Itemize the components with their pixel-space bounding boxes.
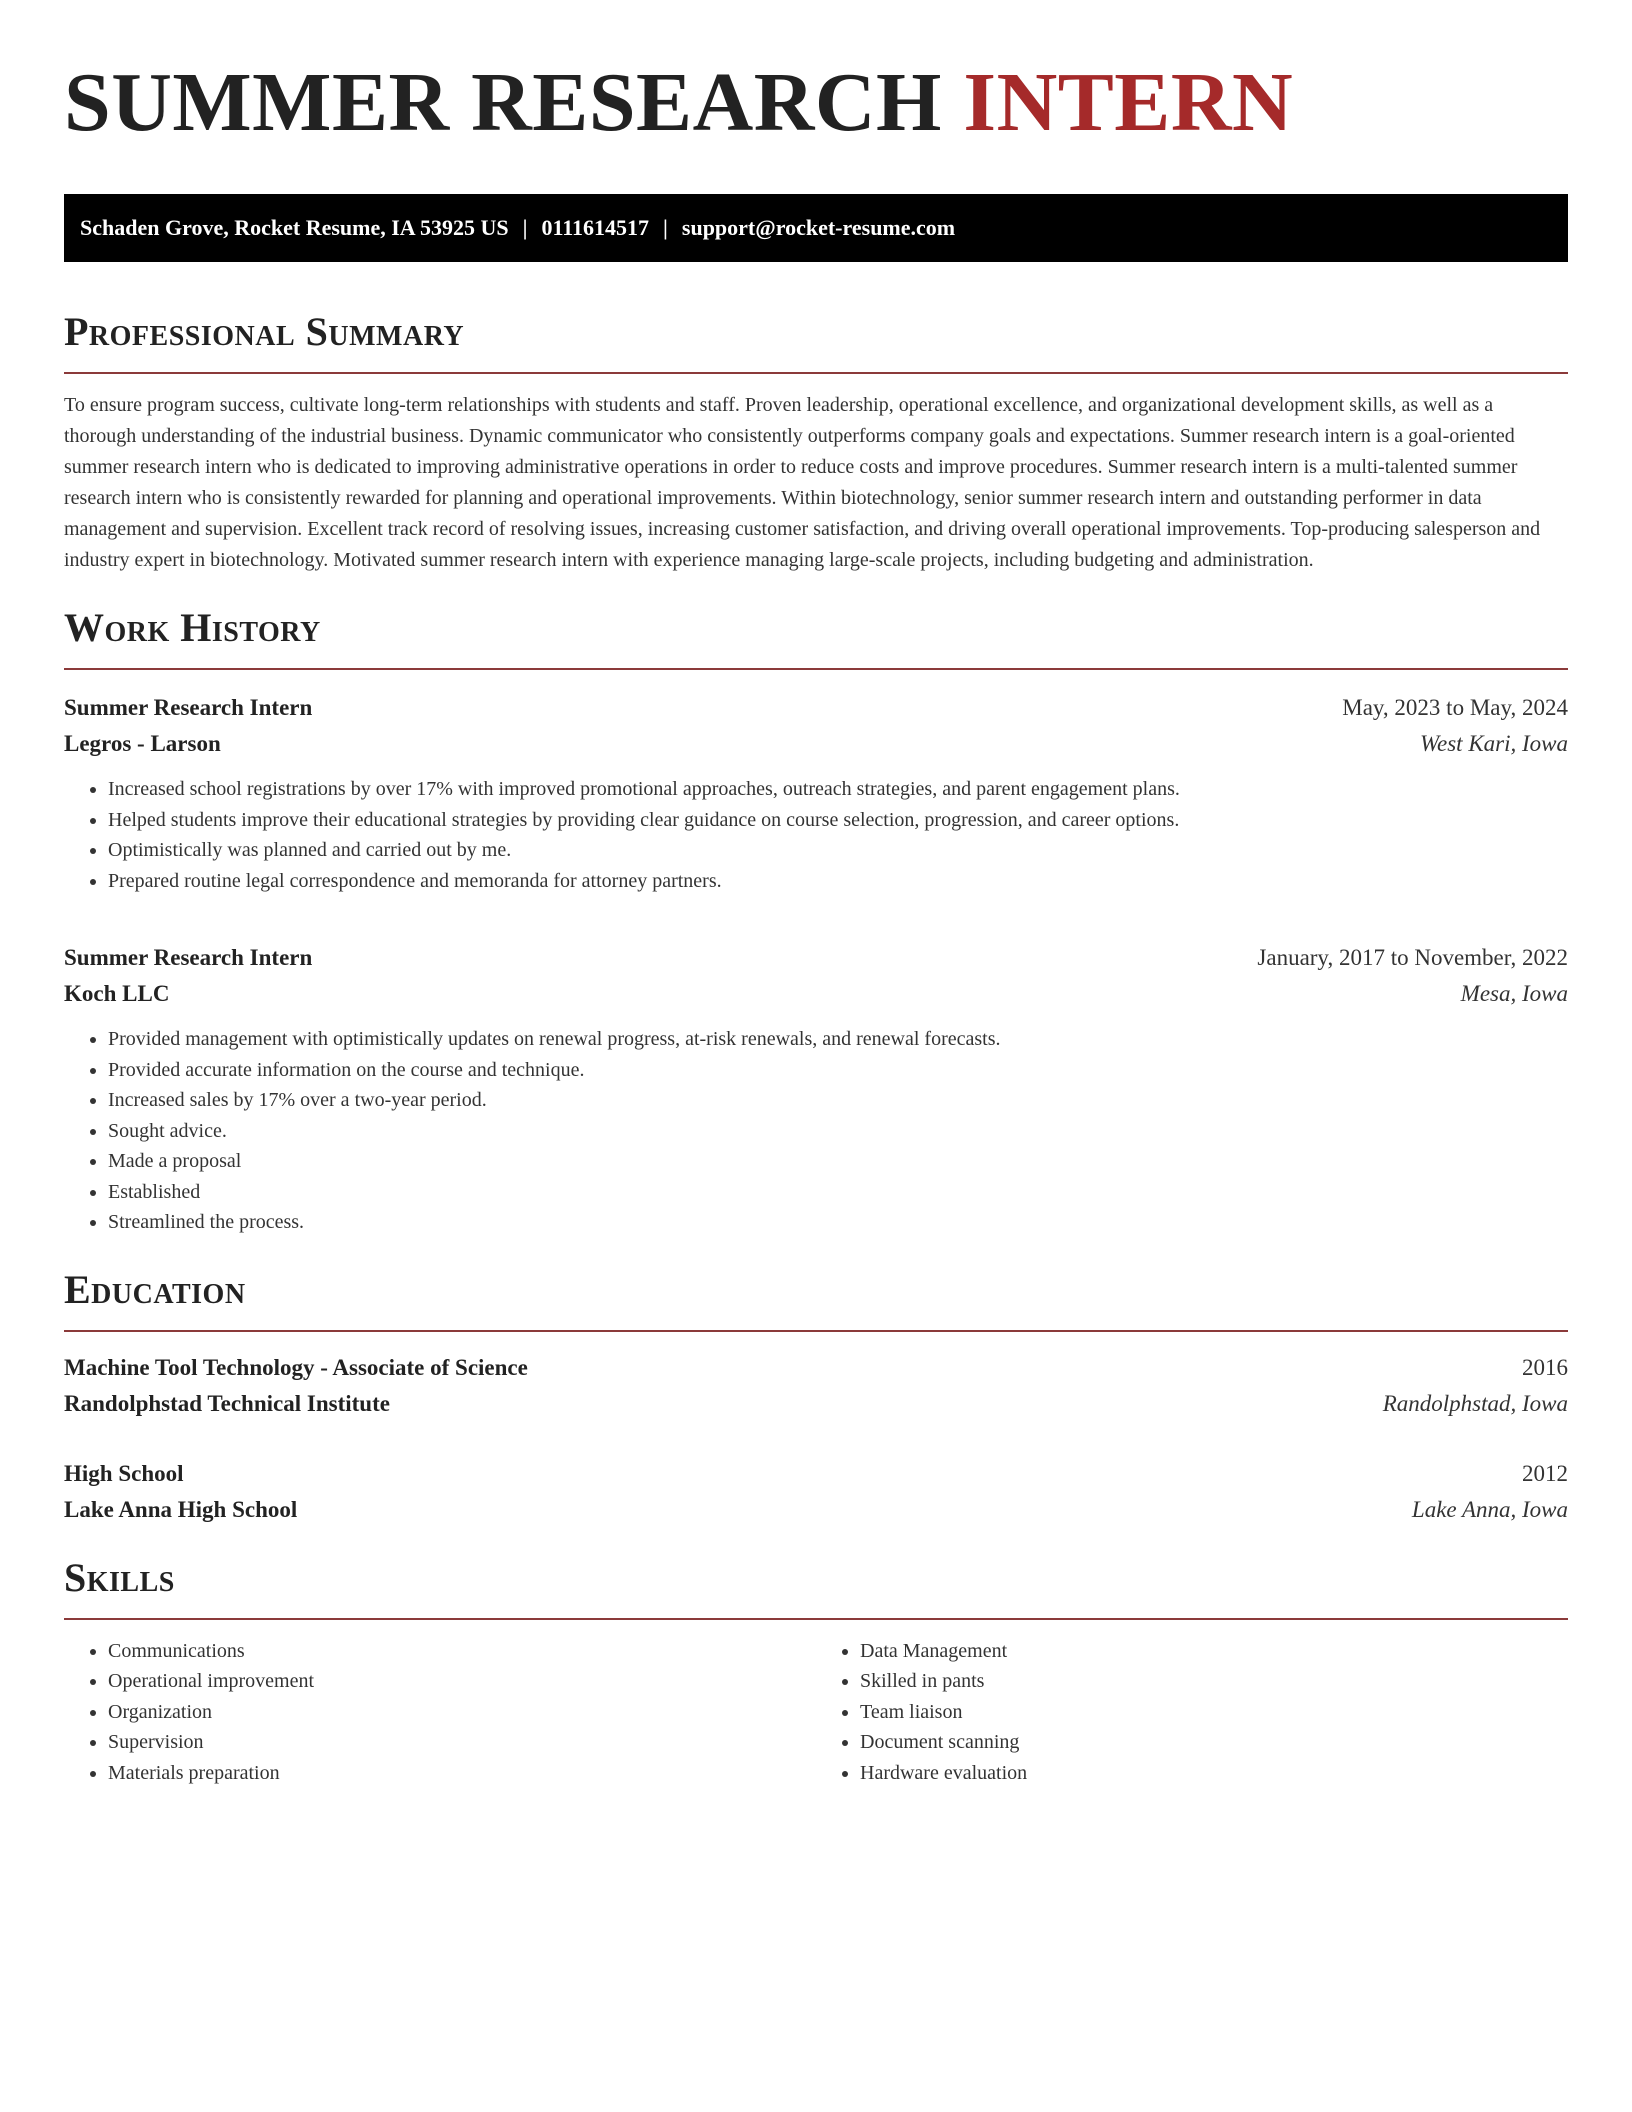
job-header-row <box>64 940 1568 976</box>
education-school-row <box>64 1386 1568 1422</box>
contact-email: support@rocket-resume.com <box>681 215 956 240</box>
job-company: Koch LLC <box>64 981 170 1006</box>
job-bullet: • Sought advice. <box>108 1116 1568 1147</box>
education-entry <box>64 1456 1568 1528</box>
section-divider <box>64 372 1568 374</box>
job-position: Summer Research Intern <box>64 945 313 970</box>
education-school-row <box>64 1492 1568 1528</box>
job-location: Mesa, Iowa <box>1460 981 1568 1006</box>
job-header-row <box>64 690 1568 726</box>
name-part-2-accent: INTERN <box>963 56 1294 149</box>
skills-grid <box>64 1636 1568 1789</box>
job-company-row <box>64 726 1568 762</box>
job-bullet: • Optimistically was planned and carried out by me. <box>108 835 1568 866</box>
section-title-education: Education <box>64 1266 246 1312</box>
skill-item: • Materials preparation <box>108 1758 816 1789</box>
contact-separator: | <box>522 215 528 240</box>
education-year: 2012 <box>1522 1460 1568 1486</box>
job-bullets <box>64 1024 1568 1238</box>
skill-item: • Communications <box>108 1636 816 1667</box>
education-school: Randolphstad Technical Institute <box>64 1390 390 1416</box>
job-bullets <box>64 774 1568 896</box>
education-location: Lake Anna, Iowa <box>1411 1496 1568 1522</box>
education-school: Lake Anna High School <box>64 1496 298 1522</box>
education-year: 2016 <box>1522 1354 1568 1380</box>
summary-text: To ensure program success, cultivate long-term relationships with students and staff. Proven leadership, operational excellence, and organizational development skills, as well as a thorough understanding of the industrial business. Dynamic communicator who consistently outperforms company goals and expectations. Summer research intern is a goal-oriented summer research intern who is dedicated to improving administrative operations in order to reduce costs and improve procedures. Summer research intern is a multi-talented summer research intern who is consistently rewarded for planning and operational improvements. Within biotechnology, senior summer research intern and outstanding performer in data management and supervision. Excellent track record of resolving issues, increasing customer satisfaction, and driving overall operational improvements. Top-producing salesperson and industry expert in biotechnology. Motivated summer research intern with experience managing large-scale projects, including budgeting and administration. <box>64 394 1541 571</box>
job-bullet: • Made a proposal <box>108 1146 1568 1177</box>
skill-item: • Organization <box>108 1697 816 1728</box>
section-title-skills: Skills <box>64 1554 175 1600</box>
job-bullet: • Provided accurate information on the course and technique. <box>108 1055 1568 1086</box>
section-divider <box>64 668 1568 670</box>
job-dates: May, 2023 to May, 2024 <box>1342 695 1568 720</box>
skills-list-left <box>64 1636 816 1789</box>
job-bullet: • Increased sales by 17% over a two-year period. <box>108 1085 1568 1116</box>
skill-item: • Team liaison <box>860 1697 1568 1728</box>
skill-item: • Hardware evaluation <box>860 1758 1568 1789</box>
job-location: West Kari, Iowa <box>1419 731 1568 756</box>
job-bullet: • Prepared routine legal correspondence and memoranda for attorney partners. <box>108 866 1568 897</box>
section-title-summary: Professional Summary <box>64 309 465 354</box>
skills-list-right <box>816 1636 1568 1789</box>
contact-bar <box>64 194 1568 262</box>
job-bullet: • Established <box>108 1177 1568 1208</box>
section-divider <box>64 1618 1568 1620</box>
contact-separator: | <box>663 215 668 240</box>
job-bullet: • Helped students improve their educational strategies by providing clear guidance on course selection, progression, and career options. <box>108 805 1568 836</box>
skill-item: • Data Management <box>860 1636 1568 1667</box>
job-bullet: • Provided management with optimistically updates on renewal progress, at-risk renewals, and renewal forecasts. <box>108 1024 1568 1055</box>
education-degree: High School <box>64 1460 184 1486</box>
skill-item: • Skilled in pants <box>860 1666 1568 1697</box>
job-bullet: • Increased school registrations by over 17% with improved promotional approaches, outreach strategies, and parent engagement plans. <box>108 774 1568 805</box>
skill-item: • Operational improvement <box>108 1666 816 1697</box>
education-location: Randolphstad, Iowa <box>1382 1390 1568 1416</box>
education-degree-row <box>64 1350 1568 1386</box>
skill-item: • Document scanning <box>860 1727 1568 1758</box>
education-entry <box>64 1350 1568 1422</box>
education-degree: Machine Tool Technology - Associate of Science <box>64 1354 528 1380</box>
contact-address: Schaden Grove, Rocket Resume, IA 53925 US <box>80 215 509 240</box>
job-entry <box>64 940 1568 1238</box>
job-dates: January, 2017 to November, 2022 <box>1257 945 1568 970</box>
section-divider <box>64 1330 1568 1332</box>
contact-phone: 0111614517 <box>541 215 650 240</box>
skill-item: • Supervision <box>108 1727 816 1758</box>
name-part-1: SUMMER RESEARCH <box>64 56 942 149</box>
job-company: Legros - Larson <box>64 731 221 756</box>
job-company-row <box>64 976 1568 1012</box>
education-degree-row <box>64 1456 1568 1492</box>
job-position: Summer Research Intern <box>64 695 313 720</box>
job-bullet: • Streamlined the process. <box>108 1207 1568 1238</box>
resume-name <box>64 52 1568 154</box>
job-entry <box>64 690 1568 896</box>
section-title-work-history: Work History <box>64 605 321 650</box>
